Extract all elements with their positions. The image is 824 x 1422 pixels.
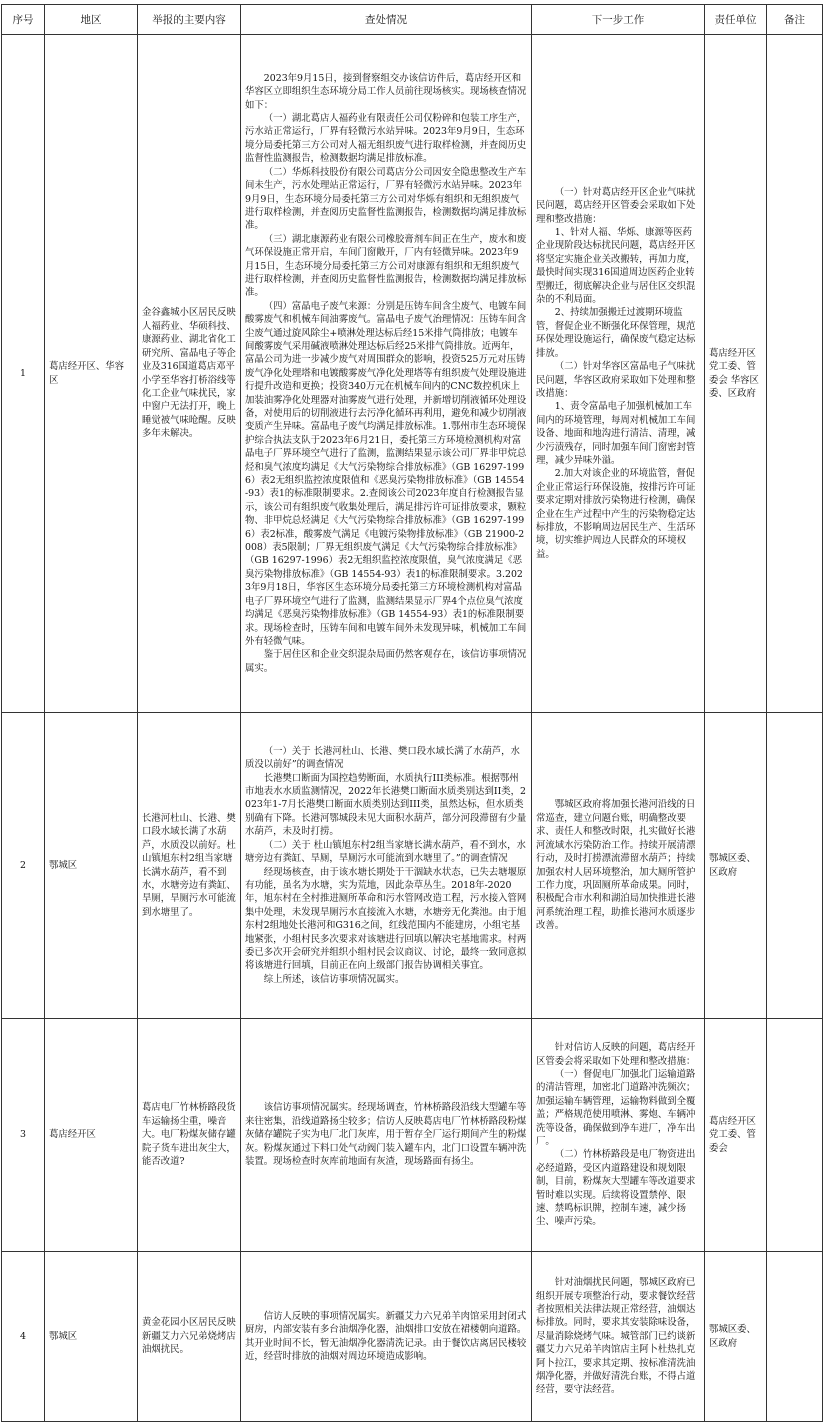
next-step-paragraph: 1、责令富晶电子加强机械加工车间内的环境管理，每周对机械加工车间设备、地面和地沟进行清洁、清理，减少污渍残存，同时加强车间门窗密封管理，减少异味外溢。	[536, 401, 696, 466]
next-step-paragraph: 2.加大对该企业的环境监管，督促企业正常运行环保设施，按排污许可证要求定期对排放污染物进行检测，确保企业在生产过程中产生的污染物稳定达标排放，不影响周边居民生产、生活环境，切实维护周边人民群众的环境权益。	[536, 468, 696, 560]
next-step-paragraph: 2、持续加强搬迁过渡期环境监管，督促企业不断强化环保管理，规范环保处理设施运行，确保废气稳定达标排放。	[536, 307, 696, 359]
row-next-steps	[532, 1252, 705, 1422]
row-next-steps	[532, 713, 705, 1019]
row-next-steps	[532, 35, 705, 713]
row-investigation	[241, 35, 532, 713]
header-unit: 责任单位	[705, 5, 767, 35]
row-no: 4	[2, 1252, 45, 1422]
document-page	[1, 4, 822, 1422]
row-region: 葛店经开区、华容区	[45, 35, 138, 713]
row-region: 鄂城区	[45, 713, 138, 1019]
investigation-paragraph: 信访人反映的事项情况属实。新疆艾力六兄弟羊肉馆采用封闭式厨房，内部安装有多台油烟净化器，油烟排口安放在裙楼朝向道路。其开业时间不长，暂无油烟净化器清洗记录。由于餐饮店离居民楼较近，经营时排放的油烟对周边环境造成影响。	[245, 1310, 527, 1362]
table-header-row	[2, 5, 823, 35]
row-note	[767, 1019, 823, 1252]
investigation-paragraph: 经现场核查，由于该水塘长期处于干涸缺水状态，已失去塘堰原有功能，虽名为水塘，实为荒地，因此杂草丛生。2018年-2020年，旭东村在全村推进厕所革命和污水管网改造工程，污水接入管网集中处理，未发现旱厕污水直接流入水塘，水塘旁无化粪池。由于旭东村2组地处长港河和G316之间，红线范围内不能建房，小组宅基地紧张，小组村民多次要求对该塘进行回填以解决宅基地需求。村两委已多次开会研究并组织小组村民会议商议、讨论，最终一致同意拟将该塘进行回填，目前正在向上级部门报告协调相关事宜。	[245, 866, 527, 972]
investigation-paragraph: 长港樊口断面为国控趋势断面，水质执行III类标准。根据鄂州市地表水水质监测情况，2022年长港樊口断面水质类别达到II类，2023年1-7月长港樊口断面水质类别达到III类，虽然达标，但水质类别确有下降。长港河鄂城段未见大面积水葫芦，部分河段滞留有少量水葫芦，未及时打捞。	[245, 772, 527, 838]
row-unit: 葛店经开区党工委、管委会 华容区委、区政府	[705, 35, 767, 713]
investigation-paragraph: 综上所述，该信访事项情况属实。	[263, 973, 405, 985]
investigation-paragraph: （四）富晶电子废气来源：分别是压铸车间含尘废气、电镀车间酸雾废气和机械车间油雾废气。富晶电子废气治理情况：压铸车间含尘废气通过旋风除尘+喷淋处理达标后经15米排气筒排放；电镀车间酸雾废气采用碱液喷淋处理达标后经25米排气筒排放。近两年，富晶公司为进一步减少废气对周围群众的影响，投资525万元对压铸废气净化处理塔和电镀酸雾废气净化处理塔等有组织废气处理设施进行提升改造和更换；投资340万元在机械车间内的CNC数控机床上加装油雾净化处理器对油雾废气进行处理，并新增切削液循环处理设备，对使用后的切削液进行去污净化循环再利用，避免和减少切削液变质产生异味。富晶电子废气均满足排放标准。1.鄂州市生态环境保护综合执法支队于2023年6月21日，委托第三方环境检测机构对富晶电子厂界环境空气进行了监测，监测结果显示该公司厂界非甲烷总烃和臭气浓度均满足《大气污染物综合排放标准》（GB 16297-1996）表2无组织监控浓度限值和《恶臭污染物排放标准》（GB 14554-93）表1的标准限制要求。2.查阅该公司2023年度自行检测报告显示，该公司有组织废气收集处理后，满足排污许可证排放要求，颗粒物、非甲烷总烃满足《大气污染物综合排放标准》（GB 16297-1996）表2标准，酸雾废气满足《电镀污染物排放标准》（GB 21900-2008）表5限制；厂界无组织废气满足《大气污染物综合排放标准》（GB 16297-1996）表2无组织监控浓度限值，臭气浓度满足《恶臭污染物排放标准》（GB 14554-93）表1的标准限制要求。3.2023年9月18日，华容区生态环境分局委托第三方环境检测机构对富晶电子厂界环境空气进行了监测，监测结果显示厂界4个点位臭气浓度均满足《恶臭污染物排放标准》（GB 14554-93）表1的标准限制要求。现场检查时，压铸车间和电镀车间外未发现异味，机械加工车间外有轻微气味。	[245, 300, 527, 647]
investigation-paragraph: （二）关于 杜山镇旭东村2组当家塘长满水葫芦，看不到水，水塘旁边有粪缸、旱厕，旱厕污水可能流到水塘里了。”的调查情况	[245, 839, 526, 865]
investigation-paragraph: 2023年9月15日，接到督察组交办该信访件后，葛店经开区和华容区立即组织生态环境分局工作人员前往现场核实。现场核查情况如下：	[245, 72, 527, 111]
row-region: 葛店经开区	[45, 1019, 138, 1252]
row-no: 3	[2, 1019, 45, 1252]
next-step-paragraph: 针对油烟扰民问题，鄂城区政府已组织开展专项整治行动，要求餐饮经营者按照相关法律法规正常经营，油烟达标排放。同时，要求其安装除味设备，尽量消除烧烤气味。城管部门已约谈新疆艾力六兄弟羊肉馆店主阿卜杜热扎克 阿卜拉江，要求其定期、按标准清洗油烟净化器，并做好清洗台账，不得占道经营，要守法经营。	[536, 1277, 696, 1396]
next-step-paragraph: （二）针对华容区富晶电子气味扰民问题，华容区政府采取如下处理和整改措施：	[536, 361, 696, 399]
row-note	[767, 713, 823, 1019]
header-note: 备注	[767, 5, 823, 35]
investigation-paragraph: （二）华烁科技股份有限公司葛店分公司因安全隐患整改生产车间未生产，污水处理站正常运行，厂界有轻微污水站异味。2023年9月9日，生态环境分局委托第三方公司对华烁有组织和无组织废气进行取样检测，并查阅历史监督性监测报告，检测数据均满足排放标准。	[245, 166, 527, 232]
header-next-steps: 下一步工作	[532, 5, 705, 35]
investigation-paragraph: （一）关于 长港河杜山、长港、樊口段水域长满了水葫芦，水质没以前好”的调查情况	[245, 745, 520, 771]
row-complaint: 金谷鑫城小区居民反映人福药业、华硕科技、康源药业、湖北省化工研究所、富晶电子等企业及316国道葛店邓平小学至华容打桥浴线等化工企业气味扰民，家中窗户无法打开，晚上睡觉被气味呛醒。反映多年未解决。	[138, 35, 241, 713]
row-unit: 鄂城区委、区政府	[705, 1252, 767, 1422]
row-no: 2	[2, 713, 45, 1019]
table-row	[2, 1252, 823, 1422]
row-investigation	[241, 713, 532, 1019]
row-complaint: 长港河杜山、长港、樊口段水域长满了水葫芦，水质没以前好。杜山镇旭东村2组当家塘长满水葫芦，看不到水，水塘旁边有粪缸、旱厕，旱厕污水可能流到水塘里了。	[138, 713, 241, 1019]
row-no: 1	[2, 35, 45, 713]
row-investigation	[241, 1252, 532, 1422]
header-region: 地区	[45, 5, 138, 35]
next-step-paragraph: （一）针对葛店经开区企业气味扰民问题，葛店经开区管委会采取如下处理和整改措施：	[536, 186, 696, 225]
row-complaint: 葛店电厂竹林桥路段货车运输扬尘重，噪音大。电厂粉煤灰储存罐院子货车进出灰尘大，能否改道?	[138, 1019, 241, 1252]
petition-table	[1, 4, 823, 1422]
row-next-steps	[532, 1019, 705, 1252]
row-note	[767, 1252, 823, 1422]
next-step-paragraph: 1、针对人福、华烁、康源等医药企业现阶段达标扰民问题，葛店经开区将坚定实施企业关改搬转，再加力度，最快时间实现316国道周边医药企业转型搬迁，彻底解决企业与居住区交织混杂的不利局面。	[536, 227, 696, 306]
next-step-paragraph: 鄂城区政府将加强长港河沿线的日常巡查，建立问题台账，明确整改要求、责任人和整改时限，扎实做好长港河流域水污染防治工作。持续开展清漂行动，及时打捞漂流滞留水葫芦；持续加强农村人居环境整治，加大厕所管护工作力度，巩固厕所革命成果。同时，积极配合市水利和湖泊局加快推进长港河系统治理工程，助推长港河水质逐步改善。	[536, 799, 696, 932]
next-step-paragraph: （一）督促电厂加强北门运输道路的清洁管理，加密北门道路冲洗频次；加强运输车辆管理，运输物料做到全覆盖；严格规范使用喷淋、雾炮、车辆冲洗等设备，确保做到净车进厂，净车出厂。	[536, 1068, 696, 1147]
header-complaint: 举报的主要内容	[138, 5, 241, 35]
table-row	[2, 35, 823, 713]
investigation-paragraph: 鉴于居住区和企业交织混杂局面仍然客观存在，该信访事项情况属实。	[245, 649, 527, 674]
header-investigation: 查处情况	[241, 5, 532, 35]
next-step-paragraph: （二）竹林桥路段是电厂物资进出必经道路，受区内道路建设和规划限制，目前，粉煤灰大型罐车等改道要求暂时难以实现。后续将设置禁停、限速、禁鸣标识牌，控制车速，减少扬尘、噪声污染。	[536, 1149, 696, 1228]
investigation-paragraph: （一）湖北葛店人福药业有限责任公司仅粉碎和包装工序生产，污水站正常运行，厂界有轻微污水站异味。2023年9月9日，生态环境分局委托第三方公司对人福无组织废气进行取样检测，并查阅历史监督性监测报告，检测数据均满足排放标准。	[245, 113, 527, 165]
row-note	[767, 35, 823, 713]
investigation-paragraph: （三）湖北康源药业有限公司橡胶膏剂车间正在生产，废水和废气环保设施正常开启，车间门窗敞开，厂内有轻微异味。2023年9月15日，生态环境分局委托第三方公司对康源有组织和无组织废气进行取样检测，并查阅历史监督性监测报告，检测数据均满足排放标准。	[245, 233, 527, 299]
row-investigation	[241, 1019, 532, 1252]
row-region: 鄂城区	[45, 1252, 138, 1422]
row-complaint: 黄金花园小区居民反映新疆艾力六兄弟烧烤店油烟扰民。	[138, 1252, 241, 1422]
header-no: 序号	[2, 5, 45, 35]
table-row	[2, 1019, 823, 1252]
row-unit: 葛店经开区党工委、管委会	[705, 1019, 767, 1252]
investigation-paragraph: 该信访事项情况属实。经现场调查，竹林桥路段沿线大型罐车等来往密集，沿线道路扬尘较多；信访人反映葛店电厂竹林桥路段粉煤灰储存罐院子实为电厂北门灰库，用于暂存全厂运行期间产生的粉煤灰。粉煤灰通过下料口处气动阀门装入罐车内，北门口设置车辆冲洗装置。现场检查时灰库前地面有灰渣，现场路面有扬尘。	[245, 1102, 527, 1168]
table-row	[2, 713, 823, 1019]
row-unit: 鄂城区委、区政府	[705, 713, 767, 1019]
next-step-paragraph: 针对信访人反映的问题，葛店经开区管委会将采取如下处理和整改措施：	[536, 1042, 696, 1067]
